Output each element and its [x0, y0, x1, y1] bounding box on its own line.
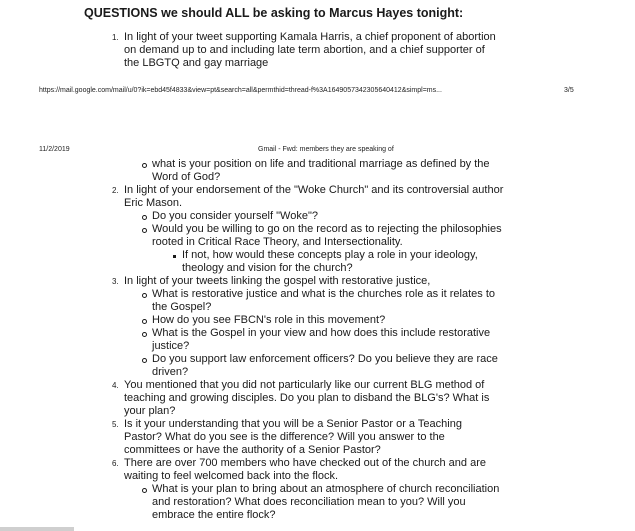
list-number: 2. [112, 186, 119, 195]
list-item-text: Is it your understanding that you will be a Senior Pastor or a Teaching [124, 418, 462, 430]
list-item-text: There are over 700 members who have checked out of the church and are [124, 457, 486, 469]
sub-item-text: Do you consider yourself "Woke"? [152, 210, 318, 222]
list-item-text: Eric Mason. [124, 197, 183, 209]
sub-item-text: What is the Gospel in your view and how does this include restorative [152, 327, 491, 339]
bullet-square-icon [173, 255, 176, 258]
list-item-text: committees or have the authority of a Senior Pastor? [124, 444, 381, 456]
sub-item-text: and restoration? What does reconciliation mean to you? Will you [152, 496, 466, 508]
list-item-text: waiting to feel welcomed back into the flock. [124, 470, 339, 482]
sub-item-text: What is your plan to bring about an atmosphere of church reconciliation [152, 483, 500, 495]
sub-item-text: Do you support law enforcement officers? Do you believe they are race [152, 353, 498, 365]
sub-item-text: How do you see FBCN's role in this movement? [152, 314, 386, 326]
sub-item-text: the Gospel? [152, 301, 212, 313]
bullet-circle-icon [142, 332, 147, 337]
list-item-text: Pastor? What do you see is the difference? Will you answer to the [124, 431, 445, 443]
bullet-circle-icon [142, 488, 147, 493]
print-footer-page: 3/5 [564, 87, 574, 94]
print-header-date: 11/2/2019 [39, 146, 70, 153]
list-item-text: In light of your endorsement of the "Woke Church" and its controversial author [124, 184, 504, 196]
list-number: 3. [112, 277, 119, 286]
sub-item-text: Would you be willing to go on the record as to rejecting the philosophies [152, 223, 502, 235]
sub-item-text: embrace the entire flock? [152, 509, 276, 521]
list-item-text: on demand up to and including late term abortion, and a chief supporter of [124, 44, 485, 56]
bullet-circle-icon [142, 215, 147, 220]
list-item-text: You mentioned that you did not particularly like our current BLG method of [124, 379, 485, 391]
subsub-item-text: theology and vision for the church? [182, 262, 353, 274]
bullet-circle-icon [142, 293, 147, 298]
list-item-text: In light of your tweet supporting Kamala Harris, a chief proponent of abortion [124, 31, 496, 43]
list-number: 5. [112, 420, 119, 429]
list-number: 6. [112, 459, 119, 468]
print-header-subject: Gmail - Fwd: members they are speaking of [258, 146, 394, 153]
print-footer-url: https://mail.google.com/mail/u/0?ik=ebd45f4833&view=pt&search=all&permthid=thread-f%3A1649057342305640412&simpl=ms... [39, 87, 442, 94]
list-item-text: teaching and growing disciples. Do you plan to disband the BLG's? What is [124, 392, 490, 404]
sub-item-text: justice? [152, 340, 190, 352]
sub-item-text: what is your position on life and traditional marriage as defined by the [152, 158, 490, 170]
list-number: 1. [112, 33, 119, 42]
list-number: 4. [112, 381, 119, 390]
bullet-circle-icon [142, 228, 147, 233]
subsub-item-text: If not, how would these concepts play a role in your ideology, [182, 249, 478, 261]
list-item-text: In light of your tweets linking the gospel with restorative justice, [124, 275, 431, 287]
bullet-circle-icon [142, 358, 147, 363]
sub-item-text: What is restorative justice and what is the churches role as it relates to [152, 288, 495, 300]
list-item-text: your plan? [124, 405, 176, 417]
document-title: QUESTIONS we should ALL be asking to Marcus Hayes tonight: [84, 6, 464, 20]
sub-item-text: driven? [152, 366, 189, 378]
list-item-text: the LBGTQ and gay marriage [124, 57, 269, 69]
sub-item-text: rooted in Critical Race Theory, and Intersectionality. [152, 236, 403, 248]
bullet-circle-icon [142, 163, 147, 168]
bullet-circle-icon [142, 319, 147, 324]
page-edge-strip [0, 527, 74, 531]
sub-item-text: Word of God? [152, 171, 221, 183]
